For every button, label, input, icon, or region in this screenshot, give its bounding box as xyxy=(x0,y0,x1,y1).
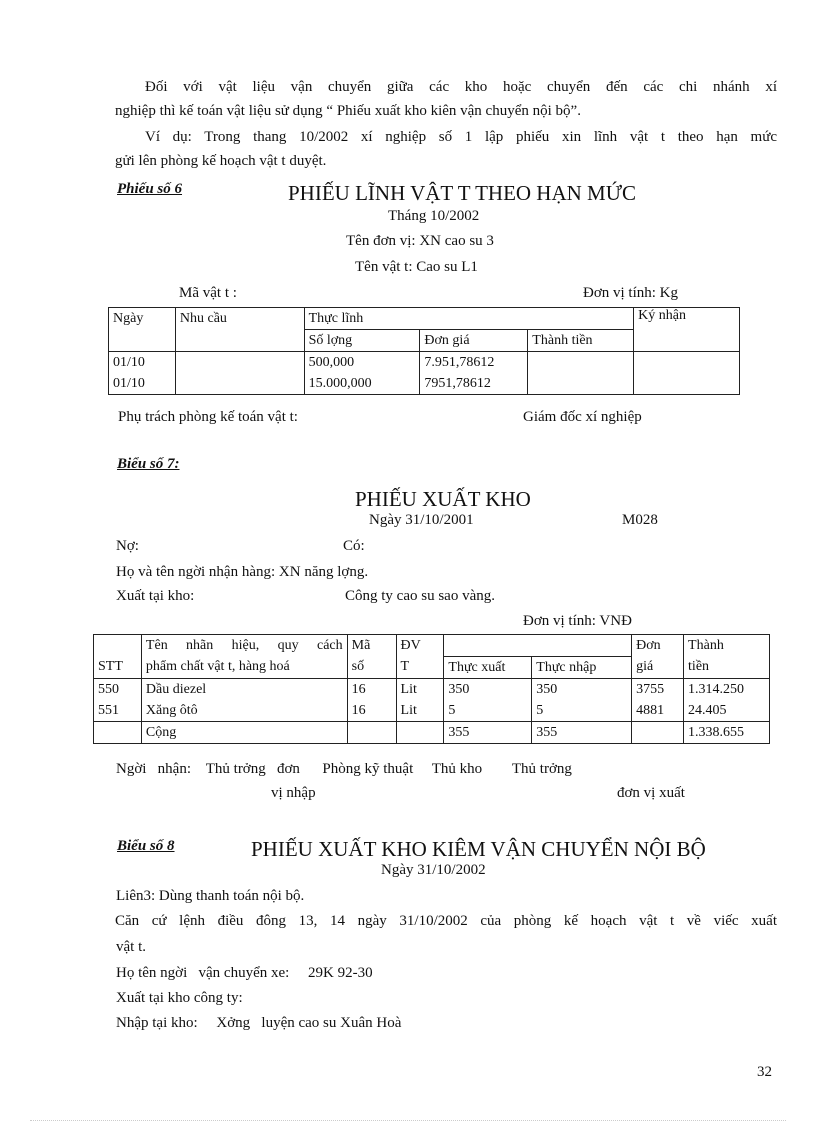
cell-stt: 551 xyxy=(94,700,142,722)
header-price-1: Đơn xyxy=(632,635,684,657)
cell-stt: 550 xyxy=(94,679,142,701)
header-in: Thực nhập xyxy=(532,657,632,679)
form7-sign-line-2-right: đơn vị xuất xyxy=(617,785,685,801)
form7-credit: Có: xyxy=(343,538,365,554)
table-row xyxy=(94,679,770,701)
cell-price: 7.951,78612 xyxy=(420,352,528,374)
cell-code: 16 xyxy=(347,679,396,701)
header-price-2: giá xyxy=(632,657,684,679)
header-stt: STT xyxy=(94,657,142,679)
header-sign: Ký nhận xyxy=(634,308,740,352)
total-amount: 1.338.655 xyxy=(684,722,770,744)
header-out: Thực xuất xyxy=(444,657,532,679)
cell-price: 7951,78612 xyxy=(420,373,528,395)
header-code-2: số xyxy=(347,657,396,679)
total-label: Cộng xyxy=(141,722,347,744)
form8-warehouse-out: Xuất tại kho công ty: xyxy=(116,990,243,1006)
table-row xyxy=(94,700,770,722)
form6-title: PHIẾU LĨNH VẬT T THEO HẠN MỨC xyxy=(288,181,637,205)
intro-paragraph-1-line-2: nghiệp thì kế toán vật liệu sử dụng “ Phiếu xuất kho kiên vận chuyển nội bộ”. xyxy=(115,103,581,119)
cell-date: 01/10 xyxy=(109,373,176,395)
header-date: Ngày xyxy=(109,308,176,330)
header-unit-2: T xyxy=(396,657,444,679)
header-demand: Nhu cầu xyxy=(175,308,304,330)
cell-price: 4881 xyxy=(632,700,684,722)
form8-driver: Họ tên ngời vận chuyển xe: 29K 92-30 xyxy=(116,965,373,981)
cell-out: 5 xyxy=(444,700,532,722)
intro-paragraph-2-line-1: Ví dụ: Trong thang 10/2002 xí nghiệp số 1 lập phiếu xin lĩnh vật t theo hạn mức xyxy=(145,129,777,145)
cell-unit: Lit xyxy=(396,679,444,701)
cell-price: 3755 xyxy=(632,679,684,701)
form8-label: Biểu số 8 xyxy=(117,838,175,854)
table-header-row xyxy=(109,308,740,330)
cell-name: Xăng ôtô xyxy=(141,700,347,722)
table-total-row xyxy=(94,722,770,744)
cell-amount: 24.405 xyxy=(684,700,770,722)
form7-unit-measure: Đơn vị tính: VNĐ xyxy=(523,613,632,629)
table-header-row xyxy=(94,635,770,657)
intro-paragraph-2-line-2: gửi lên phòng kế hoạch vật t duyệt. xyxy=(115,153,327,169)
form7-sign-line-1: Ngời nhận: Thủ trởng đơn Phòng kỹ thuật Thủ kho Thủ trởng xyxy=(116,761,572,777)
cell-qty: 15.000,000 xyxy=(304,373,420,395)
header-qty: Số lợng xyxy=(304,330,420,352)
form6-material-name: Tên vật t: Cao su L1 xyxy=(355,259,478,275)
form7-label: Biểu số 7: xyxy=(117,456,180,472)
form8-copy: Liên3: Dùng thanh toán nội bộ. xyxy=(116,888,305,904)
form6-material-code: Mã vật t : xyxy=(179,285,237,301)
table-row xyxy=(109,352,740,374)
header-actual: Thực lĩnh xyxy=(304,308,634,330)
header-code-1: Mã xyxy=(347,635,396,657)
cell-in: 350 xyxy=(532,679,632,701)
form7-debit: Nợ: xyxy=(116,538,139,554)
form7-date: Ngày 31/10/2001 xyxy=(369,512,474,528)
header-name-1: Tên nhãn hiệu, quy cách xyxy=(141,635,347,657)
header-amount-2: tiền xyxy=(684,657,770,679)
form8-basis-line-1: Căn cứ lệnh điều đông 13, 14 ngày 31/10/2002 của phòng kế hoạch vật t về viếc xuất xyxy=(115,913,777,929)
header-name-2: phẩm chất vật t, hàng hoá xyxy=(141,657,347,679)
cell-name: Dầu diezel xyxy=(141,679,347,701)
form7-receiver: Họ và tên ngời nhận hàng: XN năng lợng. xyxy=(116,564,369,580)
cell-amount: 1.314.250 xyxy=(684,679,770,701)
form6-sign-left: Phụ trách phòng kế toán vật t: xyxy=(118,409,298,425)
cell-date: 01/10 xyxy=(109,352,176,374)
intro-paragraph-1-line-1: Đối với vật liệu vận chuyển giữa các kho hoặc chuyển đến các chi nhánh xí xyxy=(145,79,777,95)
form7-title: PHIẾU XUẤT KHO xyxy=(355,487,531,511)
header-unit-1: ĐV xyxy=(396,635,444,657)
form8-basis-line-2: vật t. xyxy=(116,939,146,955)
form6-unit-measure: Đơn vị tính: Kg xyxy=(583,285,679,301)
footer-divider xyxy=(30,1120,786,1121)
form7-code: M028 xyxy=(622,512,658,528)
form8-title: PHIẾU XUẤT KHO KIÊM VẬN CHUYỂN NỘI BỘ xyxy=(251,837,706,861)
total-out: 355 xyxy=(444,722,532,744)
header-price: Đơn giá xyxy=(420,330,528,352)
form7-warehouse-label: Xuất tại kho: xyxy=(116,588,195,604)
total-in: 355 xyxy=(532,722,632,744)
cell-in: 5 xyxy=(532,700,632,722)
form6-label: Phiếu số 6 xyxy=(117,181,183,197)
form7-warehouse-value: Công ty cao su sao vàng. xyxy=(345,588,495,604)
table-subheader-row xyxy=(94,657,770,679)
form6-unit-name: Tên đơn vị: XN cao su 3 xyxy=(346,233,494,249)
form6-sign-right: Giám đốc xí nghiệp xyxy=(523,409,642,425)
table-row xyxy=(109,373,740,395)
cell-out: 350 xyxy=(444,679,532,701)
cell-qty: 500,000 xyxy=(304,352,420,374)
cell-code: 16 xyxy=(347,700,396,722)
form7-table xyxy=(93,634,770,744)
form8-date: Ngày 31/10/2002 xyxy=(381,862,486,878)
header-amount-1: Thành xyxy=(684,635,770,657)
form6-month: Tháng 10/2002 xyxy=(388,208,480,224)
form7-sign-line-2-left: vị nhập xyxy=(271,785,316,801)
form6-table xyxy=(108,307,740,395)
cell-unit: Lit xyxy=(396,700,444,722)
form8-warehouse-in: Nhập tại kho: Xởng luyện cao su Xuân Hoà xyxy=(116,1015,402,1031)
header-amount: Thành tiền xyxy=(528,330,634,352)
page-number: 32 xyxy=(757,1064,772,1080)
